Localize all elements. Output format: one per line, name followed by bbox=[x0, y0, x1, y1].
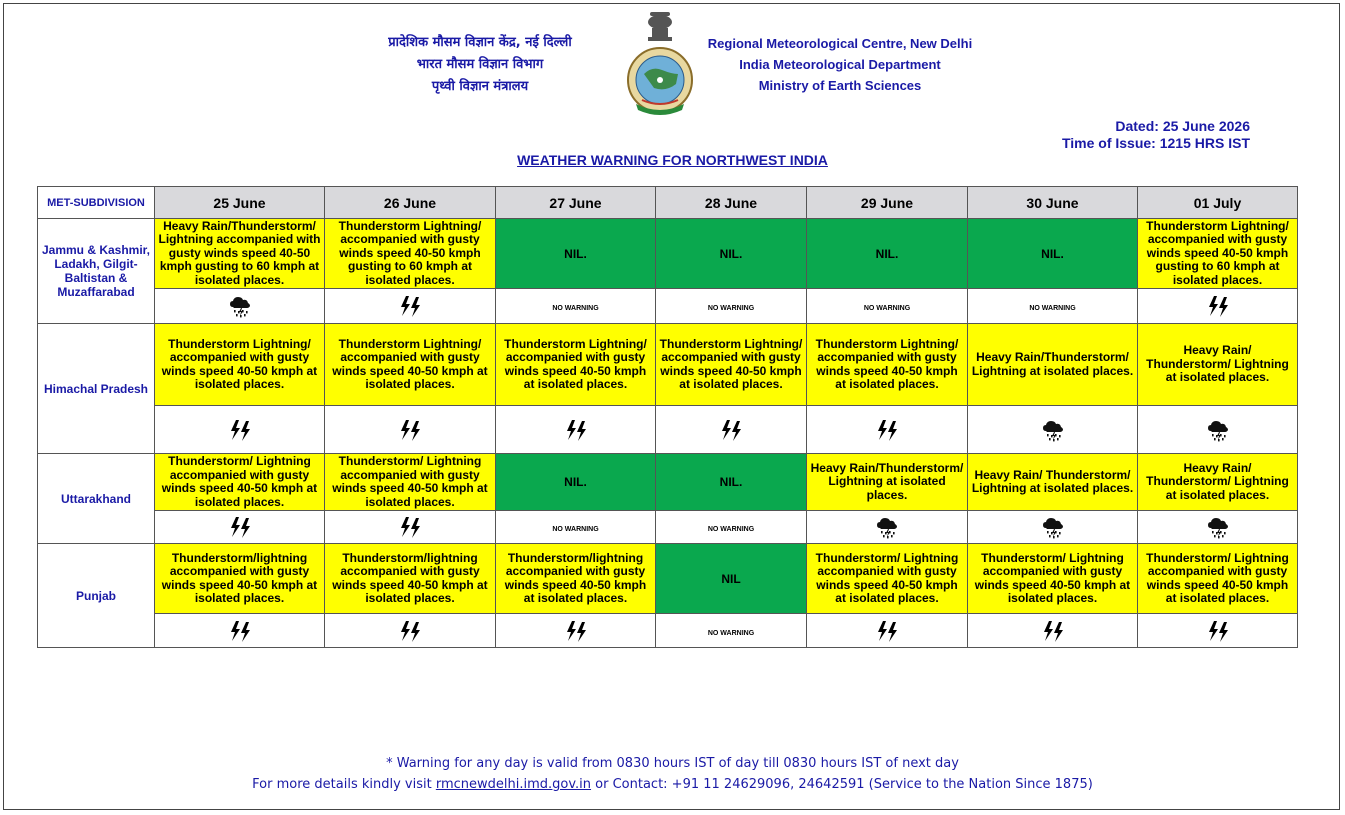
no-warning-cell: NIL. bbox=[656, 454, 807, 511]
thunderstorm-icon bbox=[1206, 294, 1230, 318]
icon-cell bbox=[496, 406, 656, 454]
icon-cell bbox=[155, 406, 325, 454]
icon-cell bbox=[807, 406, 968, 454]
icon-cell bbox=[496, 614, 656, 648]
thunderstorm-icon bbox=[228, 515, 252, 539]
table-row bbox=[38, 324, 1298, 406]
day-header: 01 July bbox=[1138, 187, 1298, 219]
day-header: 27 June bbox=[496, 187, 656, 219]
thunderstorm-icon bbox=[875, 418, 899, 442]
icon-row bbox=[38, 614, 1298, 648]
no-warning-cell: NIL. bbox=[496, 454, 656, 511]
thunderstorm-icon bbox=[228, 418, 252, 442]
warning-cell: Heavy Rain/Thunderstorm/ Lightning at isolated places. bbox=[807, 454, 968, 511]
no-warning-cell: NIL bbox=[656, 544, 807, 614]
icon-cell bbox=[656, 406, 807, 454]
no-warning-label: NO WARNING bbox=[707, 526, 755, 533]
time-of-issue: Time of Issue: 1215 HRS IST bbox=[1061, 135, 1250, 151]
english-line-3: Ministry of Earth Sciences bbox=[758, 78, 922, 93]
icon-row bbox=[38, 406, 1298, 454]
warning-cell: Heavy Rain/ Thunderstorm/ Lightning at isolated places. bbox=[1138, 454, 1298, 511]
thunderstorm-icon bbox=[1206, 619, 1230, 643]
day-header: 25 June bbox=[155, 187, 325, 219]
table-row bbox=[38, 219, 1298, 289]
day-header: 29 June bbox=[807, 187, 968, 219]
no-warning-cell: NIL. bbox=[807, 219, 968, 289]
header-english bbox=[690, 33, 990, 96]
warning-cell: Thunderstorm/lightning accompanied with gusty winds speed 40-50 kmph at isolated places. bbox=[325, 544, 496, 614]
no-warning-cell: NIL. bbox=[968, 219, 1138, 289]
warning-cell: Heavy Rain/Thunderstorm/ Lightning accompanied with gusty winds speed 40-50 kmph gusting to 60 kmph at isolated places. bbox=[155, 219, 325, 289]
rain-thunder-icon bbox=[228, 294, 252, 318]
icon-cell bbox=[656, 511, 807, 544]
subdivision-name: Jammu & Kashmir, Ladakh, Gilgit-Baltistan & Muzaffarabad bbox=[38, 219, 155, 324]
details-prefix: For more details kindly visit bbox=[252, 777, 436, 792]
icon-cell bbox=[656, 614, 807, 648]
rain-thunder-icon bbox=[1206, 515, 1230, 539]
icon-cell bbox=[968, 614, 1138, 648]
warning-cell: Thunderstorm/ Lightning accompanied with gusty winds speed 40-50 kmph at isolated places. bbox=[807, 544, 968, 614]
day-header: 30 June bbox=[968, 187, 1138, 219]
warning-cell: Heavy Rain/Thunderstorm/ Lightning at isolated places. bbox=[968, 324, 1138, 406]
warning-cell: Thunderstorm Lightning/ accompanied with gusty winds speed 40-50 kmph at isolated places. bbox=[656, 324, 807, 406]
icon-cell bbox=[807, 511, 968, 544]
no-warning-cell: NIL. bbox=[656, 219, 807, 289]
icon-row bbox=[38, 289, 1298, 324]
day-header: 26 June bbox=[325, 187, 496, 219]
no-warning-label: NO WARNING bbox=[552, 305, 599, 312]
website-link[interactable]: rmcnewdelhi.imd.gov.in bbox=[435, 777, 592, 792]
thunderstorm-icon bbox=[398, 418, 422, 442]
dated-label: Dated: 25 June 2026 bbox=[1115, 118, 1250, 134]
warning-title: WEATHER WARNING FOR NORTHWEST INDIA bbox=[517, 152, 828, 168]
subdivision-name: Uttarakhand bbox=[38, 454, 155, 544]
no-warning-label: NO WARNING bbox=[1029, 305, 1076, 312]
icon-row bbox=[38, 511, 1298, 544]
thunderstorm-icon bbox=[398, 619, 422, 643]
thunderstorm-icon bbox=[564, 619, 588, 643]
thunderstorm-icon bbox=[875, 619, 899, 643]
warning-cell: Thunderstorm/ Lightning accompanied with gusty winds speed 40-50 kmph at isolated places. bbox=[325, 454, 496, 511]
icon-cell bbox=[807, 289, 968, 324]
english-line-2: India Meteorological Department bbox=[739, 57, 941, 72]
rain-thunder-icon bbox=[875, 515, 899, 539]
warning-cell: Thunderstorm/ Lightning accompanied with gusty winds speed 40-50 kmph at isolated places. bbox=[1138, 544, 1298, 614]
warning-cell: Heavy Rain/ Thunderstorm/ Lightning at isolated places. bbox=[968, 454, 1138, 511]
thunderstorm-icon bbox=[564, 418, 588, 442]
icon-cell bbox=[968, 289, 1138, 324]
warning-cell: Thunderstorm/lightning accompanied with gusty winds speed 40-50 kmph at isolated places. bbox=[496, 544, 656, 614]
day-header: 28 June bbox=[656, 187, 807, 219]
no-warning-label: NO WARNING bbox=[707, 629, 755, 637]
icon-cell bbox=[1138, 289, 1298, 324]
no-warning-label: NO WARNING bbox=[707, 305, 755, 312]
hindi-line-3: पृथ्वी विज्ञान मंत्रालय bbox=[431, 79, 529, 94]
icon-cell bbox=[155, 614, 325, 648]
icon-cell bbox=[325, 289, 496, 324]
table-row bbox=[38, 454, 1298, 511]
icon-cell bbox=[325, 406, 496, 454]
no-warning-label: NO WARNING bbox=[863, 305, 911, 312]
hindi-line-2: भारत मौसम विज्ञान विभाग bbox=[416, 57, 544, 72]
warning-table bbox=[37, 186, 1298, 648]
rain-thunder-icon bbox=[1041, 418, 1065, 442]
no-warning-cell: NIL. bbox=[496, 219, 656, 289]
thunderstorm-icon bbox=[228, 619, 252, 643]
icon-cell bbox=[1138, 614, 1298, 648]
warning-cell: Thunderstorm/lightning accompanied with gusty winds speed 40-50 kmph at isolated places. bbox=[155, 544, 325, 614]
icon-cell bbox=[155, 511, 325, 544]
issue-info bbox=[1062, 118, 1250, 152]
icon-cell bbox=[807, 614, 968, 648]
thunderstorm-icon bbox=[398, 515, 422, 539]
warning-cell: Thunderstorm Lightning/ accompanied with gusty winds speed 40-50 kmph at isolated places. bbox=[807, 324, 968, 406]
rain-thunder-icon bbox=[1041, 515, 1065, 539]
warning-cell: Thunderstorm Lightning/ accompanied with gusty winds speed 40-50 kmph at isolated places. bbox=[155, 324, 325, 406]
icon-cell bbox=[155, 289, 325, 324]
imd-emblem-logo bbox=[622, 8, 698, 120]
validity-note: * Warning for any day is valid from 0830 hours IST of day till 0830 hours IST of next day bbox=[386, 756, 959, 771]
icon-cell bbox=[656, 289, 807, 324]
icon-cell bbox=[496, 511, 656, 544]
warning-cell: Heavy Rain/ Thunderstorm/ Lightning at isolated places. bbox=[1138, 324, 1298, 406]
icon-cell bbox=[325, 614, 496, 648]
subdivision-name: Himachal Pradesh bbox=[38, 324, 155, 454]
icon-cell bbox=[1138, 406, 1298, 454]
icon-cell bbox=[1138, 511, 1298, 544]
warning-cell: Thunderstorm Lightning/ accompanied with gusty winds speed 40-50 kmph at isolated places. bbox=[325, 324, 496, 406]
warning-cell: Thunderstorm/ Lightning accompanied with gusty winds speed 40-50 kmph at isolated places. bbox=[155, 454, 325, 511]
thunderstorm-icon bbox=[719, 418, 743, 442]
icon-cell bbox=[968, 406, 1138, 454]
english-line-1: Regional Meteorological Centre, New Delhi bbox=[707, 36, 973, 51]
icon-cell bbox=[968, 511, 1138, 544]
subdivision-name: Punjab bbox=[38, 544, 155, 648]
thunderstorm-icon bbox=[398, 294, 422, 318]
icon-cell bbox=[325, 511, 496, 544]
thunderstorm-icon bbox=[1041, 619, 1065, 643]
warning-cell: Thunderstorm Lightning/ accompanied with gusty winds speed 40-50 kmph at isolated places. bbox=[496, 324, 656, 406]
header-hindi bbox=[330, 32, 630, 98]
warning-cell: Thunderstorm/ Lightning accompanied with gusty winds speed 40-50 kmph at isolated places. bbox=[968, 544, 1138, 614]
details-suffix: or Contact: +91 11 24629096, 24642591 (Service to the Nation Since 1875) bbox=[591, 777, 1093, 792]
contact-line bbox=[0, 777, 1345, 792]
hindi-line-1: प्रादेशिक मौसम विज्ञान केंद्र, नई दिल्ली bbox=[388, 35, 572, 50]
icon-cell bbox=[496, 289, 656, 324]
subdivision-header: MET-SUBDIVISION bbox=[38, 187, 155, 219]
warning-cell: Thunderstorm Lightning/ accompanied with gusty winds speed 40-50 kmph gusting to 60 kmph at isolated places. bbox=[325, 219, 496, 289]
no-warning-label: NO WARNING bbox=[552, 526, 599, 533]
rain-thunder-icon bbox=[1206, 418, 1230, 442]
table-row bbox=[38, 544, 1298, 614]
warning-cell: Thunderstorm Lightning/ accompanied with gusty winds speed 40-50 kmph gusting to 60 kmph at isolated places. bbox=[1138, 219, 1298, 289]
